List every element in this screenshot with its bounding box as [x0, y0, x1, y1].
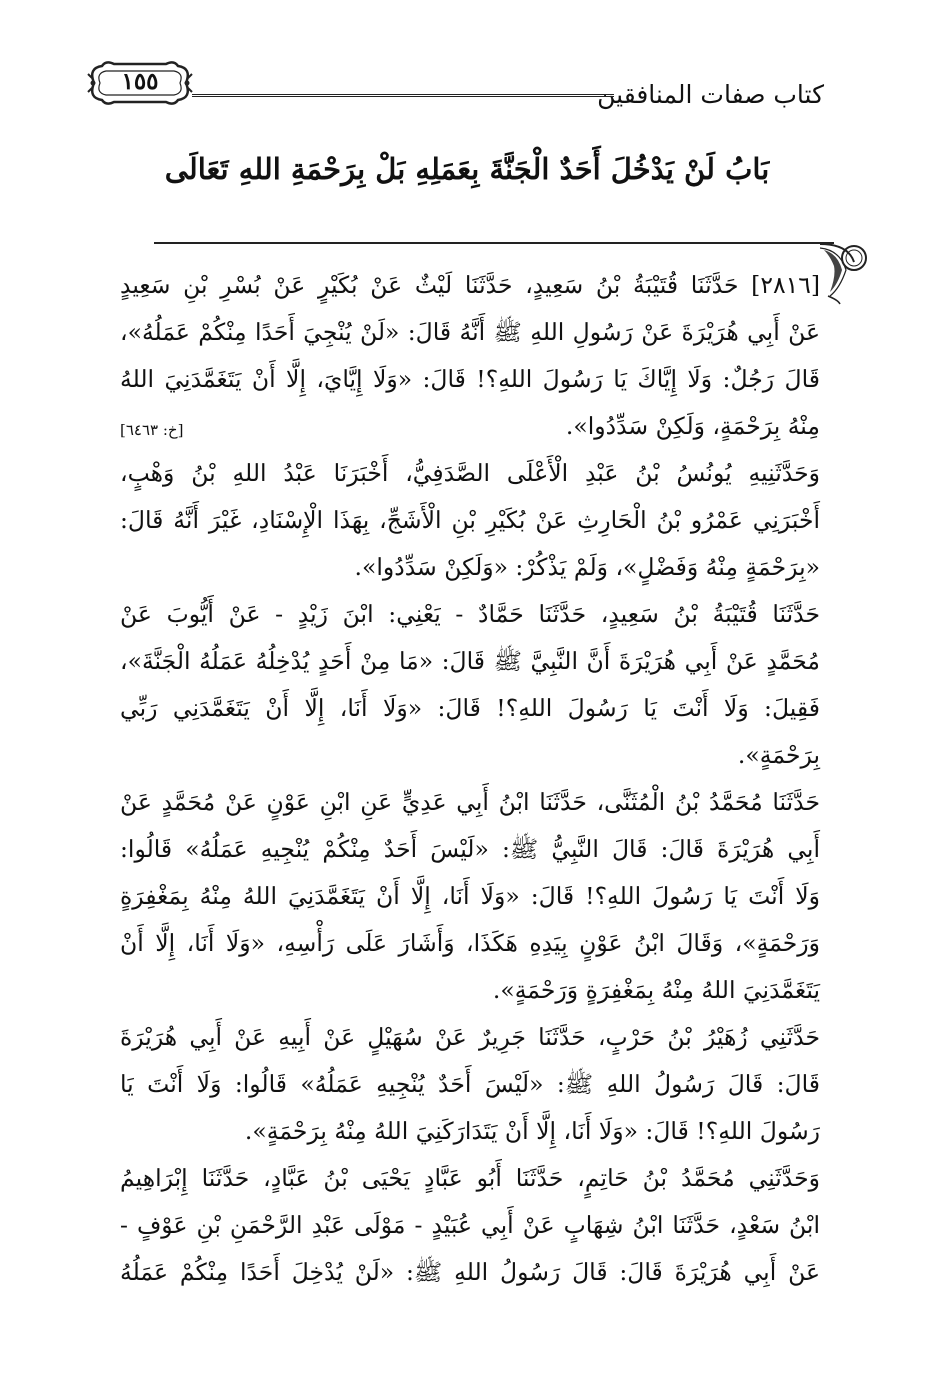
text-line: قَالَ رَجُلٌ: وَلَا إِيَّاكَ يَا رَسُولَ اللهِ؟! قَالَ: «وَلَا إِيَّايَ، إِلَّا أَنْ يَتَغَمَّدَنِيَ اللهُ: [120, 365, 820, 393]
text-line: [٢٨١٦] حَدَّثَنَا قُتَيْبَةُ بْنُ سَعِيدٍ، حَدَّثَنَا لَيْثٌ عَنْ بُكَيْرٍ عَنْ بُسْرِ بْنِ سَعِيدٍ: [120, 271, 820, 299]
text-line: «بِرَحْمَةٍ مِنْهُ وَفَضْلٍ»، وَلَمْ يَذْكُرْ: «وَلَكِنْ سَدِّدُوا».: [354, 553, 820, 581]
text-line: مِنْهُ بِرَحْمَةٍ، وَلَكِنْ سَدِّدُوا».: [565, 412, 820, 440]
book-title: كتاب صفات المنافقين: [597, 80, 824, 109]
text-line-with-reference: [120, 403, 820, 450]
text-line: وَحَدَّثَنِي مُحَمَّدُ بْنُ حَاتِمٍ، حَدَّثَنَا أَبُو عَبَّادٍ يَحْيَى بْنُ عَبَّادٍ، حَدَّثَنَا إِبْرَاهِيمُ: [120, 1164, 820, 1192]
text-line: وَحَدَّثَنِيهِ يُونُسُ بْنُ عَبْدِ الْأَعْلَى الصَّدَفِيُّ، أَخْبَرَنَا عَبْدُ اللهِ بْنُ وَهْبٍ،: [120, 459, 820, 487]
text-line: فَقِيلَ: وَلَا أَنْتَ يَا رَسُولَ اللهِ؟! قَالَ: «وَلَا أَنَا، إِلَّا أَنْ يَتَغَمَّدَنِي رَبِّي: [120, 694, 820, 722]
frame-top-rule: [154, 242, 834, 244]
text-line: حَدَّثَنِي زُهَيْرُ بْنُ حَرْبٍ، حَدَّثَنَا جَرِيرٌ عَنْ سُهَيْلٍ عَنْ أَبِيهِ عَنْ أَبِي هُرَيْرَةَ: [120, 1023, 820, 1051]
source-reference: [خ: ٦٤٦٣]: [120, 421, 184, 439]
text-line: أَخْبَرَنِي عَمْرُو بْنُ الْحَارِثِ عَنْ بُكَيْرِ بْنِ الْأَشَجِّ، بِهَذَا الْإِسْنَادِ، غَيْرَ أَنَّهُ قَالَ:: [120, 506, 820, 534]
text-line: حَدَّثَنَا قُتَيْبَةُ بْنُ سَعِيدٍ، حَدَّثَنَا حَمَّادٌ - يَعْنِي: ابْنَ زَيْدٍ - عَنْ أَيُّوبَ عَنْ: [120, 600, 820, 628]
text-line: ابْنُ سَعْدٍ، حَدَّثَنَا ابْنُ شِهَابٍ عَنْ أَبِي عُبَيْدٍ - مَوْلَى عَبْدِ الرَّحْمَنِ بْنِ عَوْفٍ -: [120, 1211, 820, 1239]
text-line: يَتَغَمَّدَنِيَ اللهُ مِنْهُ بِمَغْفِرَةٍ وَرَحْمَةٍ».: [492, 976, 820, 1004]
text-line: رَسُولَ اللهِ؟! قَالَ: «وَلَا أَنَا، إِلَّا أَنْ يَتَدَارَكَنِيَ اللهُ مِنْهُ بِرَحْمَةٍ».: [244, 1117, 820, 1145]
hadith-body: [120, 262, 820, 1296]
header-rule: [192, 94, 614, 97]
text-line: مُحَمَّدٍ عَنْ أَبِي هُرَيْرَةَ أَنَّ النَّبِيَّ ﷺ قَالَ: «مَا مِنْ أَحَدٍ يُدْخِلُهُ عَمَلُهُ الْجَنَّةَ»،: [120, 647, 820, 675]
text-line: عَنْ أَبِي هُرَيْرَةَ عَنْ رَسُولِ اللهِ ﷺ أَنَّهُ قَالَ: «لَنْ يُنْجِيَ أَحَدًا مِنْكُمْ عَمَلُهُ»،: [120, 318, 820, 346]
text-line: وَلَا أَنْتَ يَا رَسُولَ اللهِ؟! قَالَ: «وَلَا أَنَا، إِلَّا أَنْ يَتَغَمَّدَنِيَ اللهُ مِنْهُ بِمَغْفِرَةٍ: [120, 882, 820, 910]
page-header: [84, 58, 824, 118]
text-line: حَدَّثَنَا مُحَمَّدُ بْنُ الْمُثَنَّى، حَدَّثَنَا ابْنُ أَبِي عَدِيٍّ عَنِ ابْنِ عَوْنٍ عَنْ مُحَمَّدٍ عَنْ: [120, 788, 820, 816]
text-line: وَرَحْمَةٍ»، وَقَالَ ابْنُ عَوْنٍ بِيَدِهِ هَكَذَا، وَأَشَارَ عَلَى رَأْسِهِ، «وَلَا أَنَا، إِلَّا أَنْ: [120, 929, 820, 957]
text-line: عَنْ أَبِي هُرَيْرَةَ قَالَ: قَالَ رَسُولُ اللهِ ﷺ: «لَنْ يُدْخِلَ أَحَدًا مِنْكُمْ عَمَلُهُ: [120, 1258, 820, 1286]
page-number: ١٥٥: [121, 68, 159, 95]
text-line: بِرَحْمَةٍ».: [737, 741, 820, 769]
text-line: قَالَ: قَالَ رَسُولُ اللهِ ﷺ: «لَيْسَ أَحَدٌ يُنْجِيهِ عَمَلُهُ» قَالُوا: وَلَا أَنْتَ يَا: [120, 1070, 820, 1098]
chapter-title: بَابُ لَنْ يَدْخُلَ أَحَدٌ الْجَنَّةَ بِعَمَلِهِ بَلْ بِرَحْمَةِ اللهِ تَعَالَى: [164, 152, 770, 186]
text-line: أَبِي هُرَيْرَةَ قَالَ: قَالَ النَّبِيُّ ﷺ: «لَيْسَ أَحَدٌ مِنْكُمْ يُنْجِيهِ عَمَلُهُ» قَالُوا:: [120, 835, 820, 863]
